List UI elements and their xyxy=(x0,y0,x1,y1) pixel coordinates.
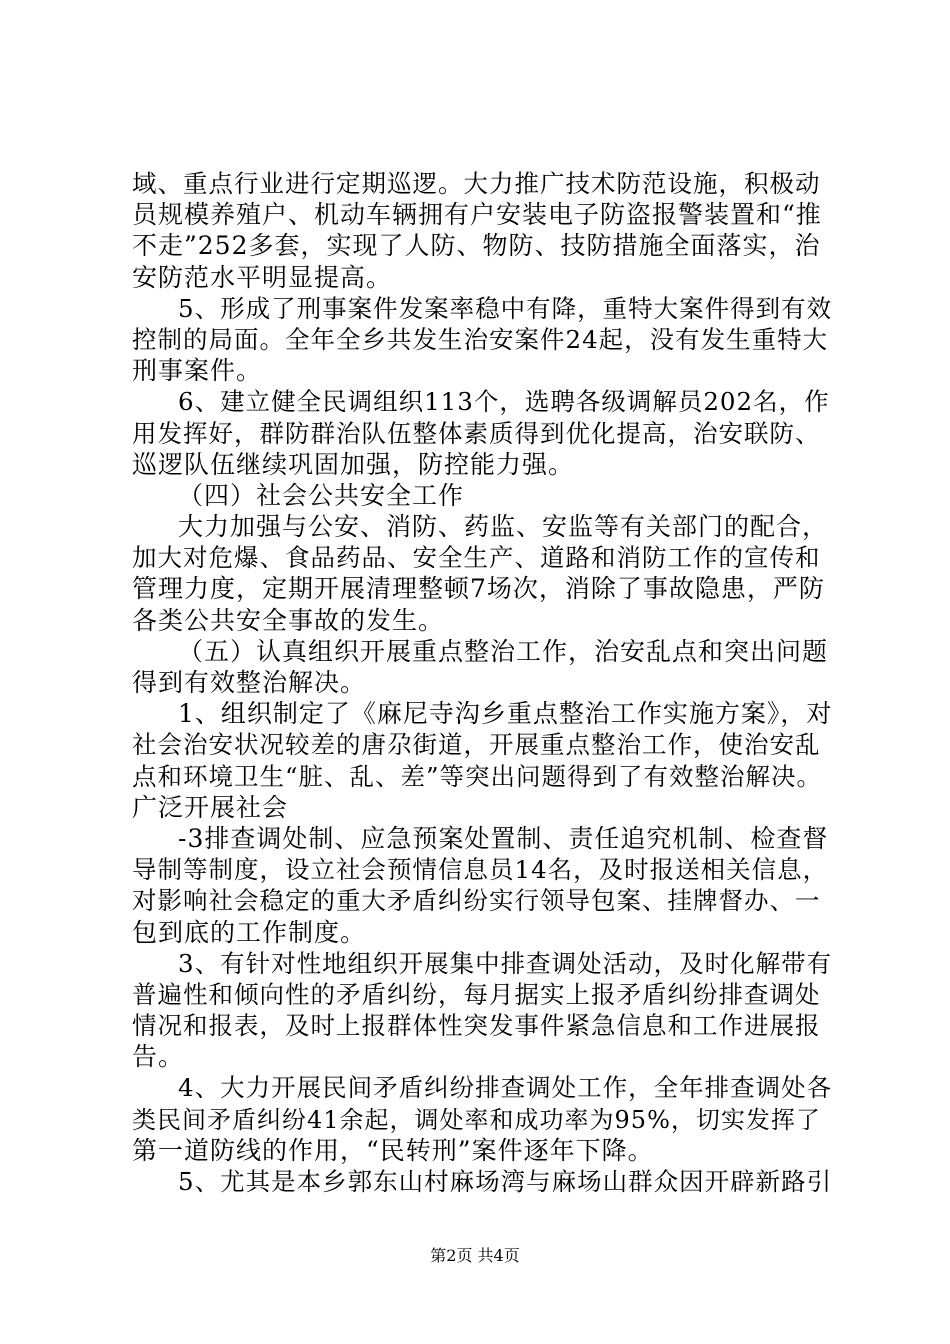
text-line: 5、形成了刑事案件发案率稳中有降，重特大案件得到有效 xyxy=(178,294,833,323)
text-line: 用发挥好，群防群治队伍整体素质得到优化提高，治安联防、 xyxy=(132,419,821,448)
text-line: 导制等制度，设立社会预情信息员14名，及时报送相关信息， xyxy=(132,855,829,884)
text-line: 管理力度，定期开展清理整顿7场次，消除了事故隐患，严防 xyxy=(132,574,825,603)
text-line: 刑事案件。 xyxy=(132,356,263,385)
text-line: 不走”252多套，实现了人防、物防、技防措施全面落实，治 xyxy=(132,231,821,260)
page-number-footer: 第2页 共4页 xyxy=(430,1246,520,1265)
text-line: 情况和报表，及时上报群体性突发事件紧急信息和工作进展报 xyxy=(132,1011,821,1040)
section-heading: （五）认真组织开展重点整治工作，治安乱点和突出问题 xyxy=(178,637,829,666)
section-heading: （四）社会公共安全工作 xyxy=(178,481,465,510)
text-line: -3排查调处制、应急预案处置制、责任追究机制、检查督 xyxy=(178,824,829,853)
text-line: 巡逻队伍继续巩固加强，防控能力强。 xyxy=(132,450,575,479)
text-line: 点和环境卫生“脏、乱、差”等突出问题得到了有效整治解决。 xyxy=(132,762,823,791)
section-heading: 得到有效整治解决。 xyxy=(132,668,367,697)
text-line: 1、组织制定了《麻尼寺沟乡重点整治工作实施方案》，对 xyxy=(178,699,833,728)
text-line: 对影响社会稳定的重大矛盾纠纷实行领导包案、挂牌督办、一 xyxy=(132,886,821,915)
text-line: 普遍性和倾向性的矛盾纠纷，每月据实上报矛盾纠纷排查调处 xyxy=(132,980,821,1009)
text-line: 加大对危爆、食品药品、安全生产、道路和消防工作的宣传和 xyxy=(132,543,821,572)
text-line: 控制的局面。全年全乡共发生治安案件24起，没有发生重特大 xyxy=(132,325,829,354)
text-line: 告。 xyxy=(132,1042,185,1071)
text-line: 大力加强与公安、消防、药监、安监等有关部门的配合， xyxy=(178,512,829,541)
text-line: 类民间矛盾纠纷41余起，调处率和成功率为95%，切实发挥了 xyxy=(132,1106,821,1134)
text-line: 员规模养殖户、机动车辆拥有户安装电子防盗报警装置和“推 xyxy=(132,200,822,229)
text-line: 安防范水平明显提高。 xyxy=(132,263,393,292)
text-line: 3、有针对性地组织开展集中排查调处活动，及时化解带有 xyxy=(178,949,833,978)
text-line: 第一道防线的作用，“民转刑”案件逐年下降。 xyxy=(132,1136,654,1165)
text-line: 域、重点行业进行定期巡逻。大力推广技术防范设施，积极动 xyxy=(132,169,821,198)
text-line: 4、大力开展民间矛盾纠纷排查调处工作，全年排查调处各 xyxy=(178,1073,833,1102)
text-line: 各类公共安全事故的发生。 xyxy=(132,606,445,635)
text-line: 社会治安状况较差的唐尕街道，开展重点整治工作，使治安乱 xyxy=(132,730,821,759)
text-line: 广泛开展社会 xyxy=(132,793,289,822)
text-line: 6、建立健全民调组织113个，选聘各级调解员202名，作 xyxy=(178,387,830,416)
text-line: 包到底的工作制度。 xyxy=(132,918,367,947)
text-line: 5、尤其是本乡郭东山村麻场湾与麻场山群众因开辟新路引 xyxy=(178,1167,833,1196)
